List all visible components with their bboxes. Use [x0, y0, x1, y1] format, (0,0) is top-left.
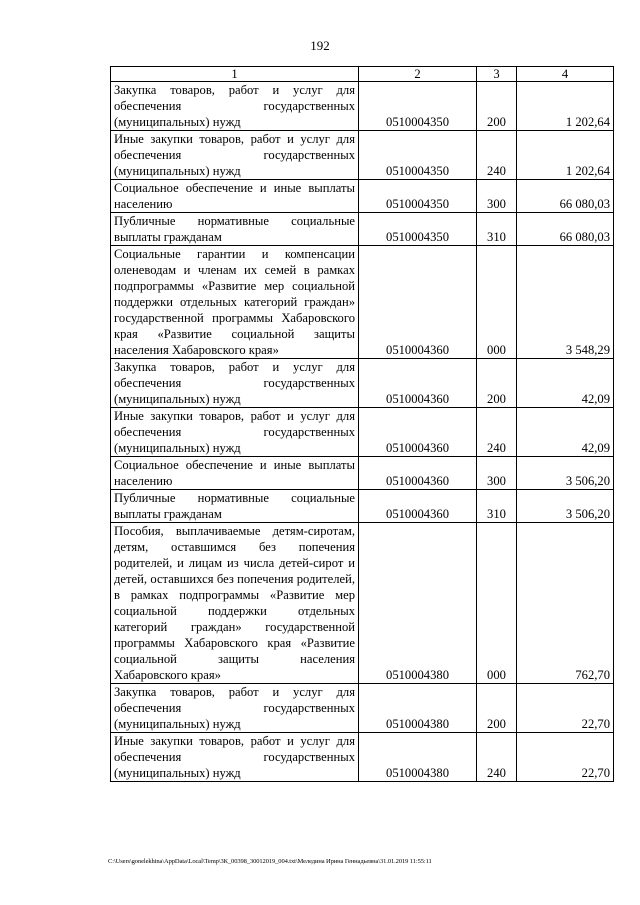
row-target-code: 0510004380 [359, 684, 477, 733]
table-row [111, 733, 614, 782]
row-amount: 1 202,64 [517, 131, 614, 180]
row-target-code: 0510004360 [359, 457, 477, 490]
row-target-code: 0510004360 [359, 408, 477, 457]
row-expense-type: 240 [477, 131, 517, 180]
table-row [111, 457, 614, 490]
column-header-3: 3 [477, 67, 517, 82]
column-header-1: 1 [111, 67, 359, 82]
row-amount: 1 202,64 [517, 82, 614, 131]
table-row [111, 131, 614, 180]
page-number: 192 [310, 38, 330, 53]
row-description: Закупка товаров, работ и услуг для обеспечения государственных (муниципальных) нужд [111, 684, 359, 733]
row-target-code: 0510004380 [359, 733, 477, 782]
row-description: Публичные нормативные социальные выплаты гражданам [111, 490, 359, 523]
row-description: Пособия, выплачиваемые детям-сиротам, детям, оставшимся без попечения родителей, и лицам из числа детей-сирот и детей, оставшихся без попечения родителей, в рамках подпрограммы «Развитие мер социальной поддержки отдельных категорий граждан» государственной программы Хабаровского края «Развитие социальной защиты населения Хабаровского края» [111, 523, 359, 684]
row-expense-type: 000 [477, 246, 517, 359]
row-description: Иные закупки товаров, работ и услуг для обеспечения государственных (муниципальных) нужд [111, 733, 359, 782]
row-amount: 42,09 [517, 359, 614, 408]
row-expense-type: 310 [477, 213, 517, 246]
table-row [111, 246, 614, 359]
row-expense-type: 310 [477, 490, 517, 523]
file-path-footer: C:\Users\gonelekhina\AppData\Local\Temp\3К_00398_30012019_004.txt\Меледина Ирина Геннадьевна\31.01.2019 11:55:11 [108, 858, 432, 865]
row-target-code: 0510004350 [359, 131, 477, 180]
row-amount: 22,70 [517, 733, 614, 782]
budget-table [110, 66, 614, 782]
row-description: Социальное обеспечение и иные выплаты населению [111, 180, 359, 213]
row-amount: 762,70 [517, 523, 614, 684]
row-expense-type: 300 [477, 180, 517, 213]
table-row [111, 490, 614, 523]
row-target-code: 0510004350 [359, 180, 477, 213]
table-row [111, 213, 614, 246]
table-row [111, 180, 614, 213]
column-header-4: 4 [517, 67, 614, 82]
row-expense-type: 240 [477, 733, 517, 782]
row-description: Иные закупки товаров, работ и услуг для обеспечения государственных (муниципальных) нужд [111, 408, 359, 457]
row-description: Закупка товаров, работ и услуг для обеспечения государственных (муниципальных) нужд [111, 359, 359, 408]
table-row [111, 408, 614, 457]
row-description: Социальное обеспечение и иные выплаты населению [111, 457, 359, 490]
row-description: Закупка товаров, работ и услуг для обеспечения государственных (муниципальных) нужд [111, 82, 359, 131]
row-amount: 3 506,20 [517, 457, 614, 490]
row-target-code: 0510004380 [359, 523, 477, 684]
row-description: Социальные гарантии и компенсации оленеводам и членам их семей в рамках подпрограммы «Развитие мер социальной поддержки отдельных категорий граждан» государственной программы Хабаровского края «Развитие социальной защиты населения Хабаровского края» [111, 246, 359, 359]
table-row [111, 523, 614, 684]
column-header-2: 2 [359, 67, 477, 82]
row-description: Публичные нормативные социальные выплаты гражданам [111, 213, 359, 246]
table-header-row [111, 67, 614, 82]
row-amount: 66 080,03 [517, 180, 614, 213]
row-expense-type: 200 [477, 359, 517, 408]
row-target-code: 0510004360 [359, 246, 477, 359]
row-target-code: 0510004360 [359, 490, 477, 523]
row-target-code: 0510004360 [359, 359, 477, 408]
row-expense-type: 200 [477, 684, 517, 733]
row-description: Иные закупки товаров, работ и услуг для обеспечения государственных (муниципальных) нужд [111, 131, 359, 180]
row-expense-type: 300 [477, 457, 517, 490]
row-amount: 3 548,29 [517, 246, 614, 359]
row-target-code: 0510004350 [359, 213, 477, 246]
row-expense-type: 240 [477, 408, 517, 457]
row-expense-type: 200 [477, 82, 517, 131]
row-amount: 42,09 [517, 408, 614, 457]
table-row [111, 359, 614, 408]
table-row [111, 684, 614, 733]
row-amount: 66 080,03 [517, 213, 614, 246]
row-expense-type: 000 [477, 523, 517, 684]
table-row [111, 82, 614, 131]
row-target-code: 0510004350 [359, 82, 477, 131]
row-amount: 3 506,20 [517, 490, 614, 523]
row-amount: 22,70 [517, 684, 614, 733]
